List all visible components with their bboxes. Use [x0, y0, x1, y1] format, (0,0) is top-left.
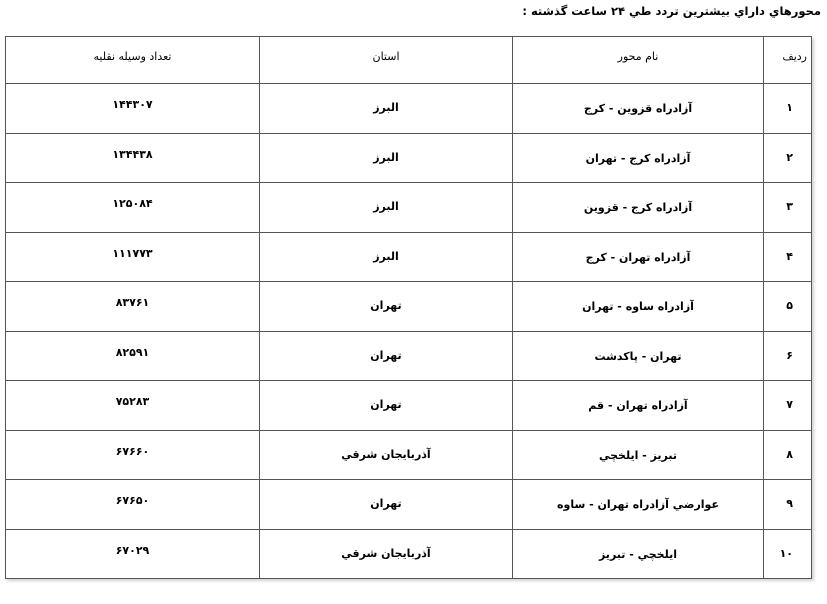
row-vehicle-count: ۶۷۶۵۰ [6, 480, 260, 530]
table-row [6, 480, 812, 530]
header-axis-name: نام محور [513, 37, 764, 84]
header-index: رديف [764, 37, 812, 84]
row-vehicle-count: ۶۷۰۲۹ [6, 529, 260, 579]
row-axis-name: آزادراه تهران - كرج [513, 232, 764, 282]
row-province: تهران [260, 282, 513, 332]
table-row [6, 84, 812, 134]
row-axis-name: آزادراه ساوه - تهران [513, 282, 764, 332]
row-axis-name: آزادراه كرج - تهران [513, 133, 764, 183]
row-province: البرز [260, 133, 513, 183]
row-vehicle-count: ۱۲۵۰۸۴ [6, 183, 260, 233]
row-index: ۶ [764, 331, 812, 381]
row-index: ۲ [764, 133, 812, 183]
table-row [6, 282, 812, 332]
row-axis-name: ايلخچي - تبريز [513, 529, 764, 579]
row-index: ۹ [764, 480, 812, 530]
table-row [6, 529, 812, 579]
row-province: تهران [260, 331, 513, 381]
row-vehicle-count: ۱۴۴۳۰۷ [6, 84, 260, 134]
header-province: استان [260, 37, 513, 84]
table-row [6, 430, 812, 480]
row-index: ۱ [764, 84, 812, 134]
row-axis-name: آزادراه قزوين - كرج [513, 84, 764, 134]
row-index: ۷ [764, 381, 812, 431]
row-vehicle-count: ۱۱۱۷۷۳ [6, 232, 260, 282]
traffic-table [5, 36, 812, 579]
row-province: البرز [260, 232, 513, 282]
row-axis-name: تهران - پاكدشت [513, 331, 764, 381]
row-vehicle-count: ۸۳۷۶۱ [6, 282, 260, 332]
table-row [6, 232, 812, 282]
row-axis-name: آزادراه تهران - قم [513, 381, 764, 431]
row-index: ۵ [764, 282, 812, 332]
row-vehicle-count: ۶۷۶۶۰ [6, 430, 260, 480]
header-vehicle-count: تعداد وسيله نقليه [6, 37, 260, 84]
table-header-row [6, 37, 812, 84]
row-vehicle-count: ۸۲۵۹۱ [6, 331, 260, 381]
traffic-table-container [5, 36, 811, 579]
row-axis-name: آزادراه كرج - قزوين [513, 183, 764, 233]
page-title: محورهاي داراي بيشترين تردد طي ۲۴ ساعت گذشته : [522, 4, 821, 18]
table-row [6, 133, 812, 183]
row-axis-name: تبريز - ايلخچي [513, 430, 764, 480]
row-index: ۱۰ [764, 529, 812, 579]
row-province: آذربايجان شرقي [260, 529, 513, 579]
row-province: البرز [260, 84, 513, 134]
row-vehicle-count: ۷۵۲۸۳ [6, 381, 260, 431]
row-axis-name: عوارضي آزادراه تهران - ساوه [513, 480, 764, 530]
table-row [6, 331, 812, 381]
row-province: آذربايجان شرقي [260, 430, 513, 480]
row-province: تهران [260, 480, 513, 530]
table-row [6, 183, 812, 233]
row-vehicle-count: ۱۳۴۴۳۸ [6, 133, 260, 183]
row-province: البرز [260, 183, 513, 233]
row-province: تهران [260, 381, 513, 431]
row-index: ۳ [764, 183, 812, 233]
row-index: ۸ [764, 430, 812, 480]
row-index: ۴ [764, 232, 812, 282]
table-row [6, 381, 812, 431]
